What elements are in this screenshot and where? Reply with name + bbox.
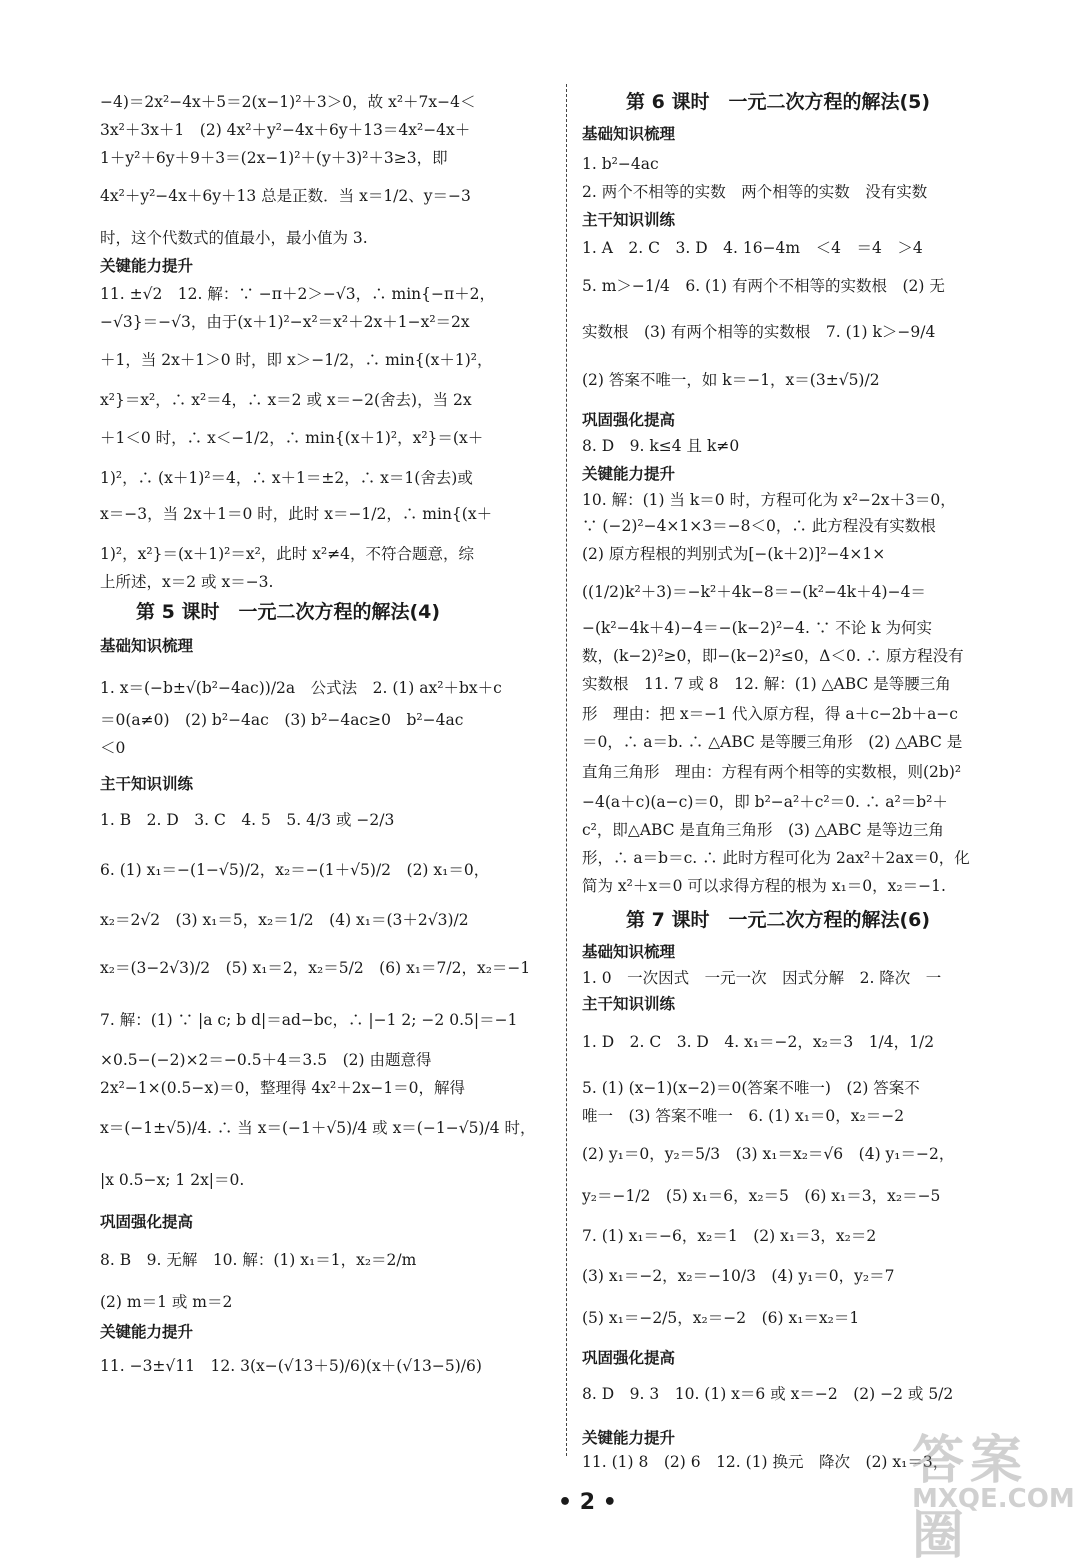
- right-line: 2. 两个不相等的实数 两个相等的实数 没有实数: [582, 183, 928, 201]
- left-line: 1. x＝(−b±√(b²−4ac))/2a 公式法 2. (1) ax²＋bx＋c: [100, 679, 502, 697]
- left-line: x₂＝(3−2√3)/2 (5) x₁＝2，x₂＝5/2 (6) x₁＝7/2，x₂＝−1: [100, 959, 531, 977]
- right-line: 7. (1) x₁＝−6，x₂＝1 (2) x₁＝3，x₂＝2: [582, 1227, 877, 1245]
- right-line: 直角三角形 理由：方程有两个相等的实数根，则(2b)²: [582, 763, 962, 781]
- right-line: −(k²−4k＋4)−4＝−(k−2)²−4. ∵ 不论 k 为何实: [582, 619, 933, 637]
- right-line: 形，∴ a＝b＝c. ∴ 此时方程可化为 2ax²＋2ax＝0，化: [582, 849, 970, 867]
- left-line: 1＋y²＋6y＋9＋3＝(2x−1)²＋(y＋3)²＋3≥3，即: [100, 149, 448, 167]
- section-heading: 基础知识梳理: [582, 943, 676, 961]
- left-line: ＋1＜0 时，∴ x＜−1/2，∴ min{(x＋1)²，x²}＝(x＋: [100, 429, 484, 447]
- left-line: 8. B 9. 无解 10. 解：(1) x₁＝1，x₂＝2/m: [100, 1251, 417, 1269]
- page-number: • 2 •: [558, 1490, 617, 1515]
- left-line: 2x²−1×(0.5−x)＝0，整理得 4x²＋2x−1＝0，解得: [100, 1079, 466, 1097]
- right-line: 8. D 9. k≤4 且 k≠0: [582, 437, 740, 455]
- right-line: y₂＝−1/2 (5) x₁＝6，x₂＝5 (6) x₁＝3，x₂＝−5: [582, 1187, 941, 1205]
- section-heading: 巩固强化提高: [100, 1213, 194, 1231]
- right-line: c²，即△ABC 是直角三角形 (3) △ABC 是等边三角: [582, 821, 944, 839]
- section-heading: 基础知识梳理: [582, 125, 676, 143]
- left-line: 上所述，x＝2 或 x＝−3.: [100, 573, 274, 591]
- section-heading: 主干知识训练: [100, 775, 194, 793]
- left-line: x＝−3，当 2x＋1＝0 时，此时 x＝−1/2，∴ min{(x＋: [100, 505, 493, 523]
- right-line: 1. 0 一次因式 一元一次 因式分解 2. 降次 一: [582, 969, 942, 987]
- section-heading: 主干知识训练: [582, 995, 676, 1013]
- right-line: 8. D 9. 3 10. (1) x＝6 或 x＝−2 (2) −2 或 5/2: [582, 1385, 954, 1403]
- left-line: 4x²＋y²−4x＋6y＋13 总是正数．当 x＝1/2、y＝−3: [100, 187, 471, 205]
- section-heading: 基础知识梳理: [100, 637, 194, 655]
- right-line: 数，(k−2)²≥0，即−(k−2)²≤0，Δ＜0. ∴ 原方程没有: [582, 647, 964, 665]
- right-line: (2) y₁＝0，y₂＝5/3 (3) x₁＝x₂＝√6 (4) y₁＝−2，: [582, 1145, 955, 1163]
- left-line: 时，这个代数式的值最小，最小值为 3.: [100, 229, 368, 247]
- left-line: (2) m＝1 或 m＝2: [100, 1293, 233, 1311]
- left-line: 1)²，x²}＝(x＋1)²＝x²，此时 x²≠4，不符合题意，综: [100, 545, 475, 563]
- section-heading: 关键能力提升: [100, 257, 194, 275]
- right-line: 实数根 (3) 有两个相等的实数根 7. (1) k＞−9/4: [582, 323, 936, 341]
- left-line: |x 0.5−x; 1 2x|＝0.: [100, 1171, 245, 1189]
- right-line: ∵ (−2)²−4×1×3＝−8＜0，∴ 此方程没有实数根: [582, 517, 936, 535]
- right-line: (2) 答案不唯一，如 k＝−1，x＝(3±√5)/2: [582, 371, 880, 389]
- left-line: x₂＝2√2 (3) x₁＝5，x₂＝1/2 (4) x₁＝(3＋2√3)/2: [100, 911, 469, 929]
- right-line: (2) 原方程根的判别式为[−(k＋2)]²−4×1×: [582, 545, 886, 563]
- left-line: 7. 解：(1) ∵ |a c; b d|＝ad−bc，∴ |−1 2; −2 0.5|＝−1: [100, 1011, 518, 1029]
- right-line: 1. D 2. C 3. D 4. x₁＝−2，x₂＝3 1/4，1/2: [582, 1033, 935, 1051]
- left-line: ＝0(a≠0) (2) b²−4ac (3) b²−4ac≥0 b²−4ac: [100, 711, 464, 729]
- watermark-logo: [912, 1418, 1075, 1566]
- left-line: 11. ±√2 12. 解：∵ −π＋2＞−√3，∴ min{−π＋2，: [100, 285, 496, 303]
- right-line: 1. A 2. C 3. D 4. 16−4m ＜4 ＝4 ＞4: [582, 239, 923, 257]
- right-line: 5. (1) (x−1)(x−2)＝0(答案不唯一) (2) 答案不: [582, 1079, 920, 1097]
- right-line: ((1/2)k²＋3)＝−k²＋4k−8＝−(k²−4k＋4)−4＝: [582, 583, 926, 601]
- right-line: −4(a＋c)(a−c)＝0，即 b²−a²＋c²＝0. ∴ a²＝b²＋: [582, 793, 948, 811]
- left-line: ＜0: [100, 739, 126, 757]
- section-heading: 关键能力提升: [582, 1429, 676, 1447]
- left-line: 3x²＋3x＋1 (2) 4x²＋y²−4x＋6y＋13＝4x²−4x＋: [100, 121, 471, 139]
- right-line: 10. 解：(1) 当 k＝0 时，方程可化为 x²−2x＋3＝0，: [582, 491, 956, 509]
- lesson-title-6: 第 6 课时 一元二次方程的解法(5): [626, 91, 931, 113]
- right-line: 11. (1) 8 (2) 6 12. (1) 换元 降次 (2) x₁＝3，: [582, 1453, 949, 1471]
- lesson-title-7: 第 7 课时 一元二次方程的解法(6): [626, 909, 931, 931]
- lesson-title-5: 第 5 课时 一元二次方程的解法(4): [136, 601, 441, 623]
- section-heading: 巩固强化提高: [582, 1349, 676, 1367]
- left-line: 1. B 2. D 3. C 4. 5 5. 4/3 或 −2/3: [100, 811, 395, 829]
- section-heading: 主干知识训练: [582, 211, 676, 229]
- right-line: 实数根 11. 7 或 8 12. 解：(1) △ABC 是等腰三角: [582, 675, 951, 693]
- left-line: ＋1，当 2x＋1＞0 时，即 x＞−1/2，∴ min{(x＋1)²，: [100, 351, 493, 369]
- left-line: 1)²，∴ (x＋1)²＝4，∴ x＋1＝±2，∴ x＝1(舍去)或: [100, 469, 473, 487]
- right-line: (5) x₁＝−2/5，x₂＝−2 (6) x₁＝x₂＝1: [582, 1309, 860, 1327]
- right-line: 唯一 (3) 答案不唯一 6. (1) x₁＝0，x₂＝−2: [582, 1107, 905, 1125]
- right-line: 形 理由：把 x＝−1 代入原方程，得 a＋c−2b＋a−c: [582, 705, 958, 723]
- left-line: −4)＝2x²−4x＋5＝2(x−1)²＋3＞0，故 x²＋7x−4＜: [100, 93, 476, 111]
- section-heading: 关键能力提升: [582, 465, 676, 483]
- column-divider: [566, 84, 567, 1456]
- right-line: 1. b²−4ac: [582, 155, 659, 173]
- left-line: x＝(−1±√5)/4. ∴ 当 x＝(−1＋√5)/4 或 x＝(−1−√5)/4 时，: [100, 1119, 536, 1137]
- section-heading: 巩固强化提高: [582, 411, 676, 429]
- watermark-text: 答案圈: [912, 1431, 1029, 1566]
- left-line: x²}＝x²，∴ x²＝4，∴ x＝2 或 x＝−2(舍去)，当 2x: [100, 391, 472, 409]
- watermark-url: MXQE.COM: [912, 1484, 1075, 1514]
- right-line: (3) x₁＝−2，x₂＝−10/3 (4) y₁＝0，y₂＝7: [582, 1267, 895, 1285]
- left-line: −√3}＝−√3，由于(x＋1)²−x²＝x²＋2x＋1−x²＝2x: [100, 313, 470, 331]
- left-line: 6. (1) x₁＝−(1−√5)/2，x₂＝−(1＋√5)/2 (2) x₁＝0，: [100, 861, 490, 879]
- right-line: 5. m＞−1/4 6. (1) 有两个不相等的实数根 (2) 无: [582, 277, 945, 295]
- left-line: 11. −3±√11 12. 3(x−(√13＋5)/6)(x＋(√13−5)/6): [100, 1357, 482, 1375]
- right-line: ＝0，∴ a＝b. ∴ △ABC 是等腰三角形 (2) △ABC 是: [582, 733, 963, 751]
- left-line: ×0.5−(−2)×2＝−0.5＋4＝3.5 (2) 由题意得: [100, 1051, 432, 1069]
- section-heading: 关键能力提升: [100, 1323, 194, 1341]
- right-line: 简为 x²＋x＝0 可以求得方程的根为 x₁＝0，x₂＝−1.: [582, 877, 946, 895]
